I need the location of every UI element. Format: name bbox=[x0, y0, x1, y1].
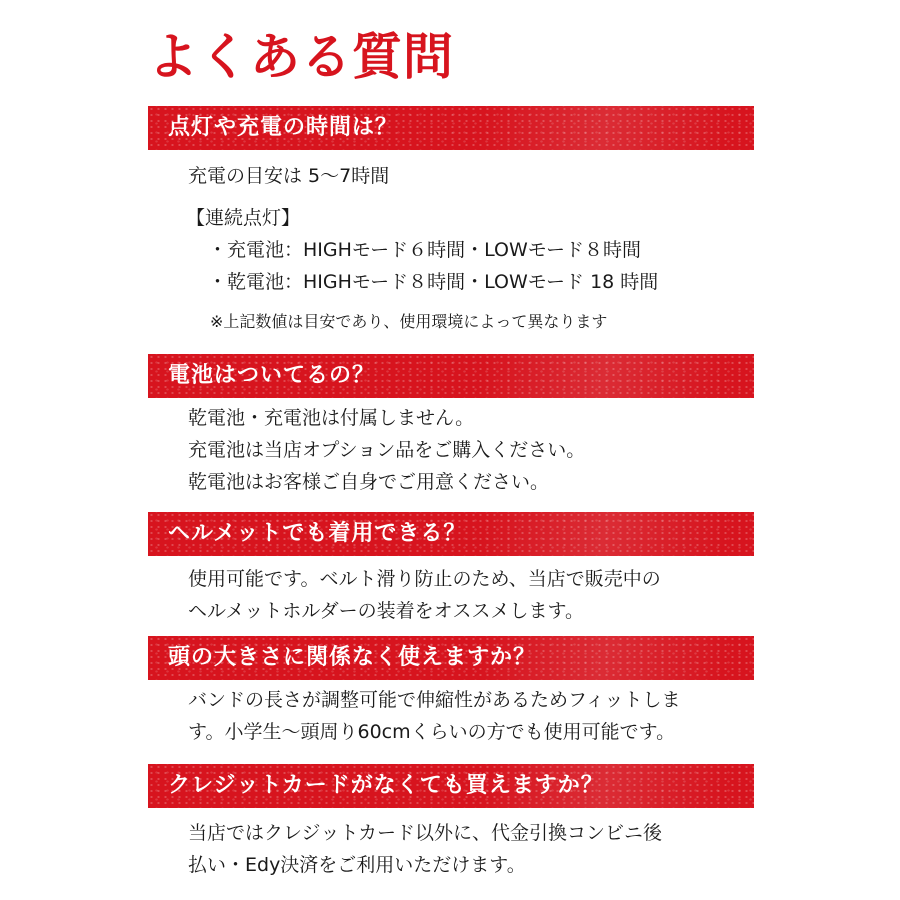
answer-line: 乾電池・充電池は付属しません。 bbox=[188, 407, 475, 429]
answer-line: 当店ではクレジットカード以外に、代金引換コンビニ後 bbox=[188, 822, 662, 844]
faq-question-banner-credit-card bbox=[148, 764, 754, 808]
answer-line: 払い・Edy決済をご利用いただけます。 bbox=[188, 854, 526, 876]
answer-line: 充電池は当店オプション品をご購入ください。 bbox=[188, 439, 586, 461]
faq-question-banner-head-size bbox=[148, 636, 754, 680]
answer-line: 使用可能です。ベルト滑り防止のため、当店で販売中の bbox=[188, 568, 661, 590]
answer-line: バンドの長さが調整可能で伸縮性があるためフィットしま bbox=[188, 689, 681, 711]
faq-answer-charging-time bbox=[188, 160, 748, 338]
faq-answer-credit-card bbox=[188, 817, 748, 881]
faq-question-text: クレジットカードがなくても買えますか？ bbox=[168, 773, 604, 798]
faq-question-banner-charging-time bbox=[148, 106, 754, 150]
answer-line: ヘルメットホルダーの装着をオススメします。 bbox=[188, 600, 584, 622]
answer-list-item: ・充電池：HIGHモード６時間・LOWモード８時間 bbox=[208, 239, 642, 261]
faq-answer-head-size bbox=[188, 684, 748, 748]
faq-answer-helmet bbox=[188, 563, 748, 627]
faq-question-banner-batteries bbox=[148, 354, 754, 398]
page-title: よくある質問 bbox=[148, 28, 454, 86]
faq-question-text: 電池はついてるの？ bbox=[168, 363, 376, 388]
faq-question-text: 点灯や充電の時間は？ bbox=[168, 115, 399, 140]
answer-group-label: 【連続点灯】 bbox=[186, 207, 301, 229]
answer-line: 乾電池はお客様ご自身でご用意ください。 bbox=[188, 471, 550, 493]
faq-question-text: 頭の大きさに関係なく使えますか？ bbox=[168, 645, 537, 670]
answer-line: す。小学生〜頭周り60cmくらいの方でも使用可能です。 bbox=[188, 721, 676, 743]
answer-note: ※上記数値は目安であり、使用環境によって異なります bbox=[210, 312, 608, 331]
faq-question-text: ヘルメットでも着用できる？ bbox=[168, 521, 467, 546]
faq-question-banner-helmet bbox=[148, 512, 754, 556]
answer-line: 充電の目安は 5〜7時間 bbox=[188, 165, 390, 187]
answer-list-item: ・乾電池：HIGHモード８時間・LOWモード 18 時間 bbox=[208, 271, 659, 293]
faq-answer-batteries bbox=[188, 402, 748, 498]
